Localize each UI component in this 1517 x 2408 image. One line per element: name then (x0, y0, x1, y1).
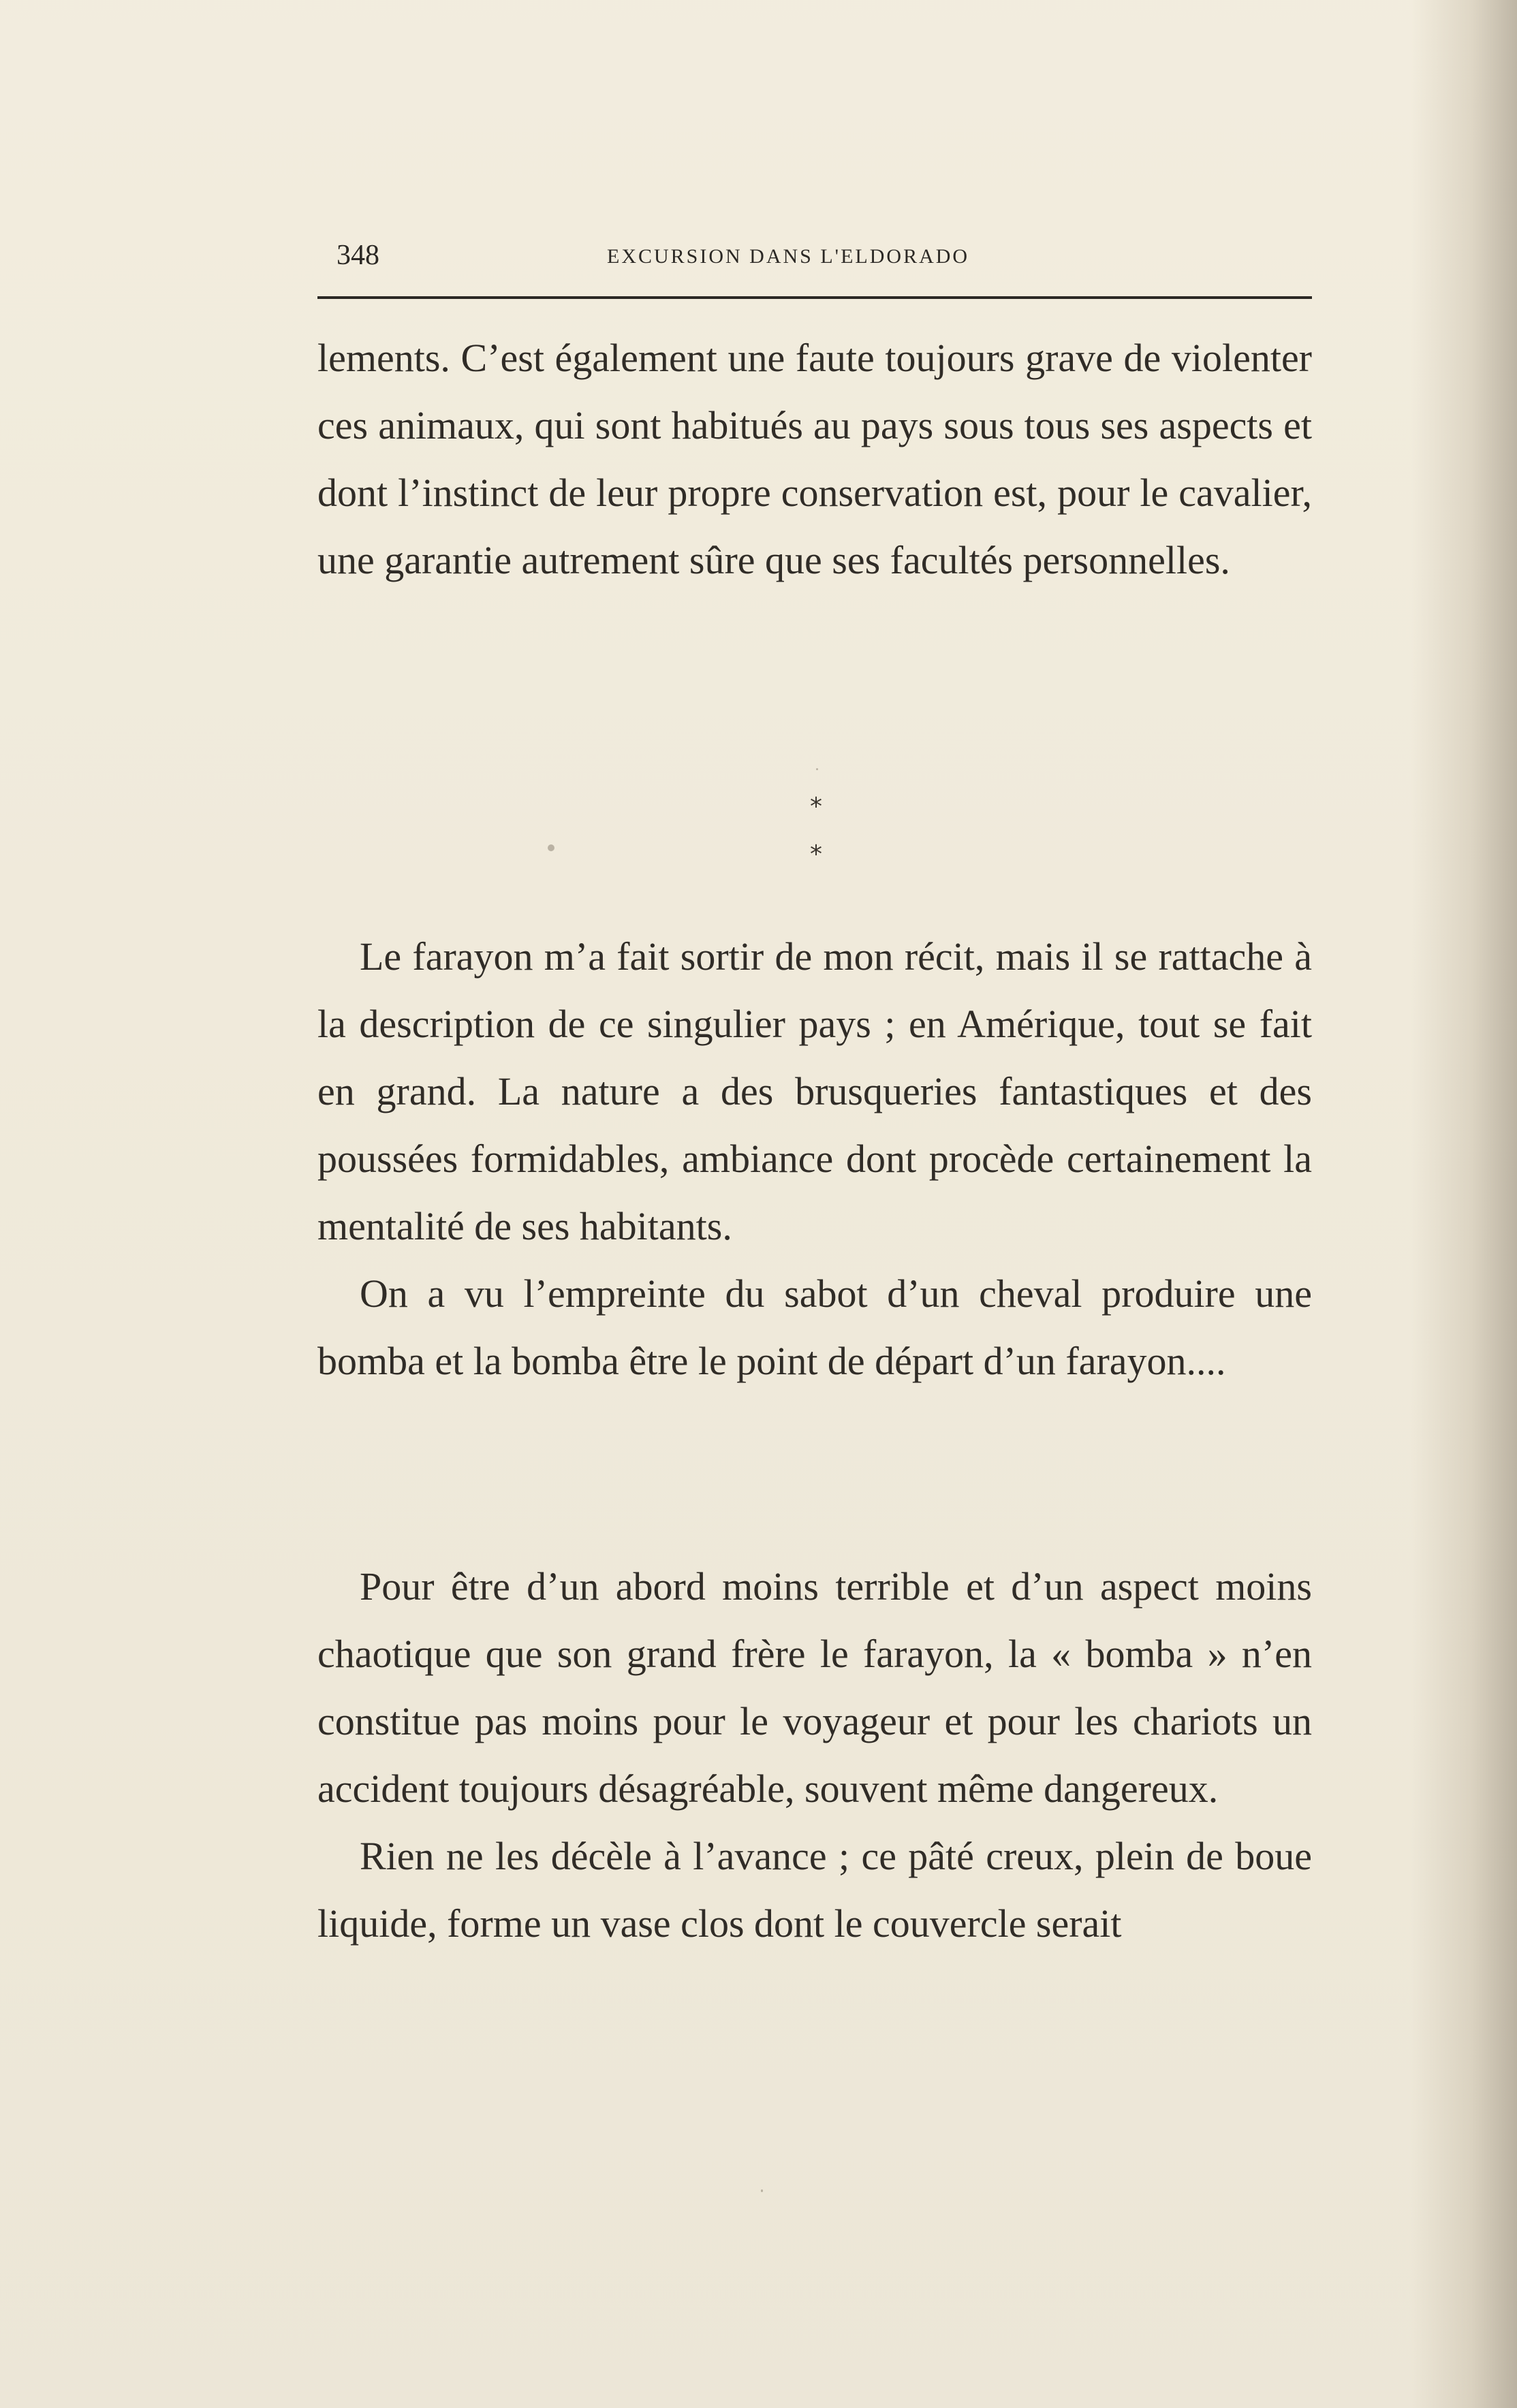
paragraph-5: Rien ne les décèle à l’avance ; ce pâté creux, plein de boue liquide, forme un vase clos dont le couvercle serait (317, 1834, 1312, 1946)
text-block-opening (317, 324, 1312, 594)
text-block-middle (317, 923, 1312, 1395)
section-separator: * * (810, 793, 832, 868)
paper-speck (548, 844, 554, 851)
paper-speck (816, 768, 818, 770)
paragraph-4: Pour être d’un abord moins terrible et d’un aspect moins chaotique que son grand frère le farayon, la « bomba » n’en constitue pas moins pour le voyageur et pour les chariots un accident toujours désagréable, souvent même dangereux. (317, 1564, 1312, 1811)
text-block-bomba (317, 1553, 1312, 1957)
running-title: EXCURSION DANS L'ELDORADO (607, 245, 970, 268)
paper-speck (761, 2189, 763, 2192)
page-header (317, 235, 1312, 299)
paragraph-2: Le farayon m’a fait sortir de mon récit, mais il se rattache à la description de ce singulier pays ; en Amérique, tout se fait en grand. La nature a des brusqueries fantastiques et des poussées formidables, ambiance dont procède certainement la mentalité de ses habitants. (317, 934, 1312, 1248)
page-number: 348 (337, 240, 379, 271)
paragraph-3: On a vu l’empreinte du sabot d’un cheval produire une bomba et la bomba être le point de départ d’un farayon.... (317, 1271, 1312, 1383)
paragraph-1: lements. C’est également une faute toujours grave de violenter ces animaux, qui sont habitués au pays sous tous ses aspects et dont l’instinct de leur propre conservation est, pour le cavalier, une garantie autrement sûre que ses facultés personnelles. (317, 336, 1312, 582)
